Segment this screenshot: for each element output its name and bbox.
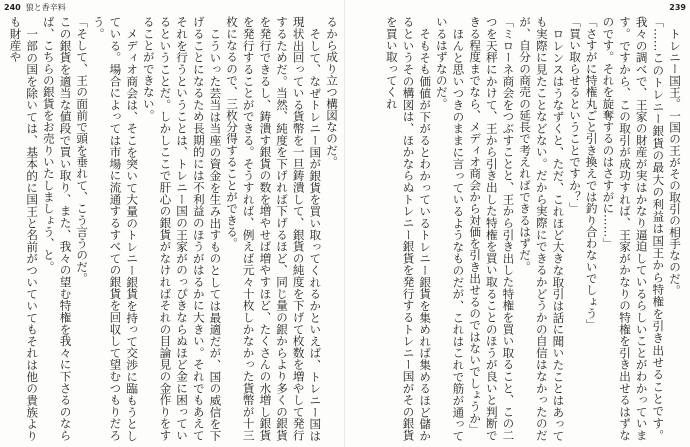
paragraph: ほんと思いつきのままに言っているようなものだが、これはこれで筋が通っているはずなのだ。: [434, 16, 466, 441]
paragraph: メディオ商会は、そこを突いて大量のトレニー銀貨を持って交渉に臨もうとしている。場合によっては市場に流通するすべての銀貨を回収して望むつもりだろう。: [91, 16, 140, 441]
left-page-number: 240: [4, 3, 21, 12]
paragraph: こういった芸当は当座の資金を生み出すものとしては最適だが、国の威信を下げることになるため長期的には不利益のほうがはるかに大きい。それでもあえてそれを行うということは、トレニー国の王家がのっぴきならぬほど金に困っているということだ。しかしここで肝心の銀貨がなければそれの目論見の金作りをすることができない。: [141, 16, 223, 441]
paragraph: 「さすがに特権丸ごと引き換えでは釣り合わないでしょう」: [584, 16, 599, 331]
page-gutter: [344, 0, 345, 447]
left-page-header: [4, 2, 66, 13]
left-page: [7, 16, 340, 441]
paragraph: るから成り立つ構図なのだ。: [325, 16, 339, 168]
paragraph: 「……このトレニー銀貨の最大の利益は国王から特権を引き出せることです。我々の調べで、王家の財産が実はかなり逼迫しているらしいことがわかっています。ですから、この取引が成功すれば、王家がかなりの特権を引き出せるはずなのです。それを旋奪するのはさすがに……」: [601, 16, 666, 441]
right-page-number: 239: [669, 3, 686, 12]
paragraph: トレニー国王。一国の王がその取引の相手なのだ。: [668, 27, 682, 296]
paragraph: 「そして、王の面前で頭を垂れて、こう言うのだ。: [75, 16, 90, 284]
paragraph: そして、なぜトレニー国が銀貨を買い取ってくれるかといえば、トレニー国は現状出回っている貨幣を一旦鋳潰して、銀貨の純度を下げて枚数を増やして発行するためだ。当然、純度を下げれば下げるほど、同じ量の銀からより多くの銀貨を発行できるし、鋳潰す銀貨の数を増やせば増やすほど、たくさんの水増し銀貨を発行することができる。そうすれば、例えば元々十枚しかなかった貨幣が十三枚になるので、三枚分得することができる。: [225, 16, 323, 441]
paragraph: そもそも価値が下がるとわかっているトレニー銀貨を集めれば集めるほど儲かるというその構図は、ほかならぬトレニー銀貨を発行するトレニー国がその銀貨を買い取ってくれ: [384, 16, 433, 441]
paragraph: 「買い取らせるということですか？」: [568, 16, 583, 215]
book-title: 狼と香辛料: [25, 3, 66, 12]
right-page-text: [350, 16, 683, 441]
right-page-header: [669, 2, 686, 13]
paragraph: 一部の国を除いては、基本的に国王と名前がついていてもそれは他の貴族よりも財産や: [8, 16, 40, 441]
paragraph: ロレンスはうなずくと、ただ、これほど大きな取引は話に聞いたことはあっても実際に見たことなどない。だから実際にできるかどうかの自信はなかったのだが、自分の商売の延長で考えればできるはずだ。: [518, 16, 566, 441]
right-page: [350, 16, 683, 441]
paragraph: この銀貨を適当な値段で買い取り、また、我々の望む特権を我々に下さるのならば、こちらの銀貨をお売りいたしましょう、と。: [41, 16, 73, 441]
paragraph: 「ミローネ商会をつぶすことと、王から引き出した特権を買い取ること、この二つを天秤にかけて、王から引き出した特権を買い取ることのほうが良いと判断できる程度までなら、メディオ商会から対価を引き出せるのではないでしょうか」: [468, 16, 516, 441]
left-page-text: [7, 16, 340, 441]
